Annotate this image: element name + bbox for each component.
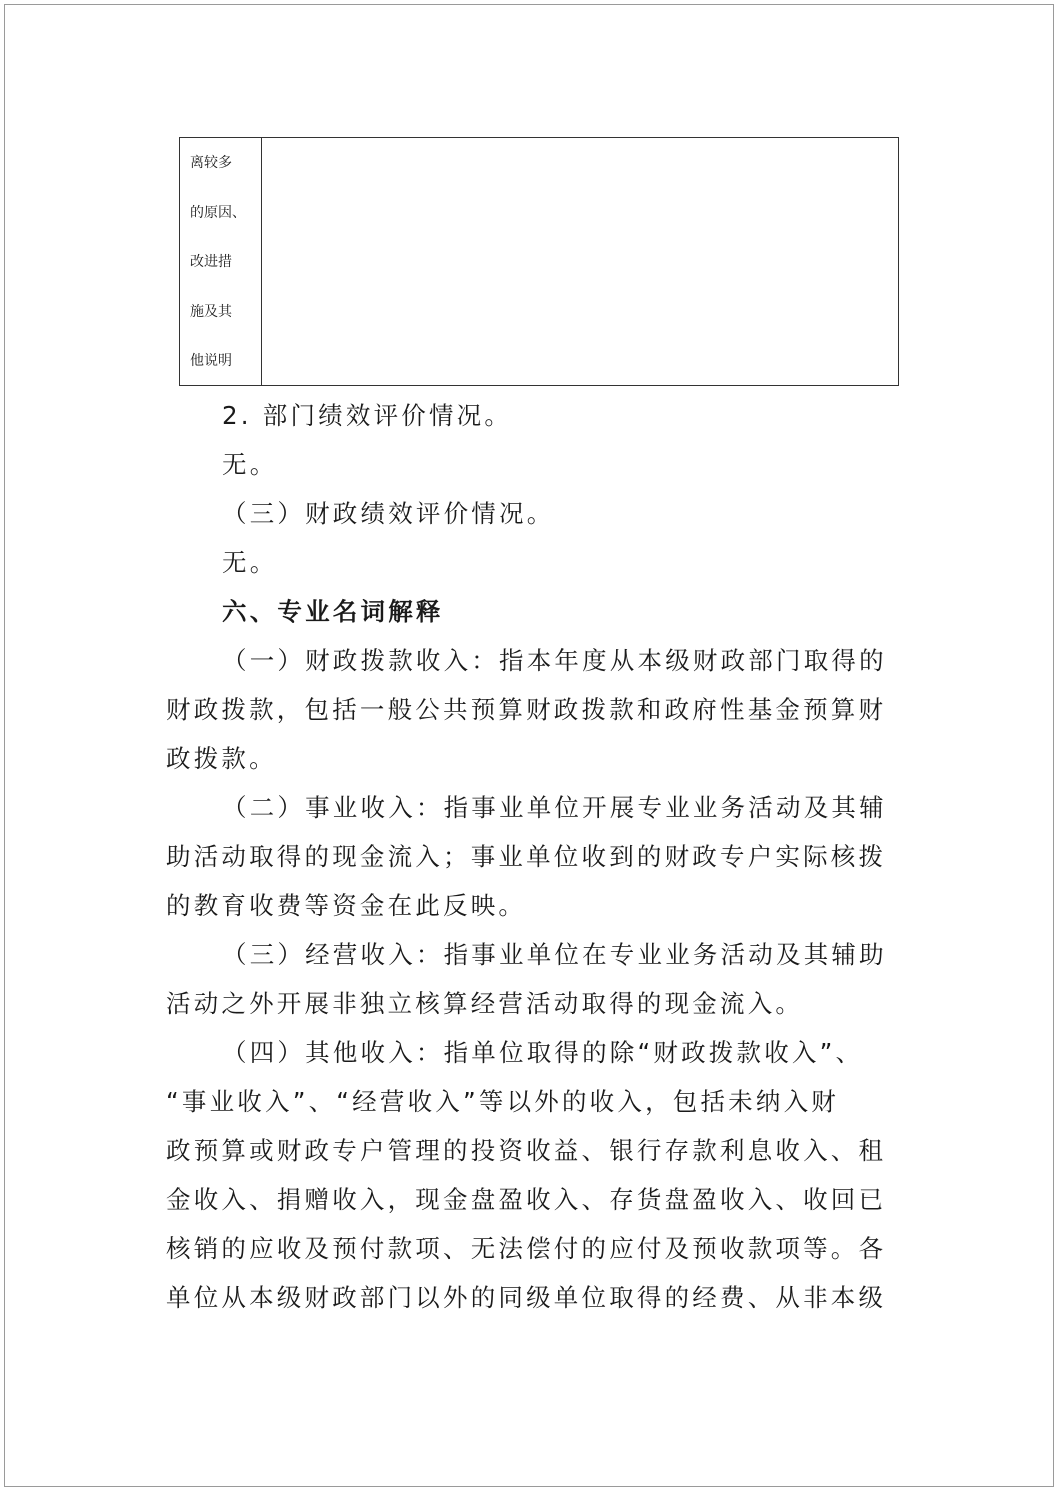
term-fiscal-appropriation: [166, 636, 896, 783]
paragraph-line: （三）经营收入：指事业单位在专业业务活动及其辅助: [222, 940, 887, 969]
dept-eval-heading: 2. 部门绩效评价情况。: [222, 401, 513, 430]
term-business-income: [166, 783, 896, 930]
label-line: 离较多: [190, 155, 232, 171]
dept-eval-none: 无。: [222, 450, 278, 479]
explanation-table: [179, 137, 899, 386]
paragraph-line: 政拨款。: [166, 744, 277, 773]
document-body: [166, 391, 896, 1322]
paragraph-line: “事业收入”、“经营收入”等以外的收入，包括未纳入财: [166, 1087, 839, 1116]
paragraph-line: 的教育收费等资金在此反映。: [166, 891, 527, 920]
table-value-cell: [262, 138, 898, 385]
label-line: 改进措: [190, 254, 232, 270]
paragraph-line: （二）事业收入：指事业单位开展专业业务活动及其辅: [222, 793, 887, 822]
paragraph-line: 财政拨款，包括一般公共预算财政拨款和政府性基金预算财: [166, 695, 887, 724]
paragraph-line: 单位从本级财政部门以外的同级单位取得的经费、从非本级: [166, 1283, 887, 1312]
paragraph-line: （一）财政拨款收入：指本年度从本级财政部门取得的: [222, 646, 887, 675]
fin-eval-heading: （三）财政绩效评价情况。: [222, 499, 555, 528]
fin-eval-none: 无。: [222, 548, 278, 577]
table-label-cell: [180, 138, 262, 385]
term-operating-income: [166, 930, 896, 1028]
paragraph-line: 政预算或财政专户管理的投资收益、银行存款利息收入、租: [166, 1136, 887, 1165]
label-line: 施及其: [190, 303, 232, 320]
label-line: 的原因、: [190, 204, 246, 221]
section-six-heading: 六、专业名词解释: [222, 597, 444, 626]
label-line: 他说明: [190, 353, 232, 369]
paragraph-line: 助活动取得的现金流入；事业单位收到的财政专户实际核拨: [166, 842, 887, 871]
paragraph-line: 金收入、捐赠收入，现金盘盈收入、存货盘盈收入、收回已: [166, 1185, 887, 1214]
term-other-income: [166, 1028, 896, 1322]
paragraph-line: （四）其他收入：指单位取得的除“财政拨款收入”、: [222, 1038, 864, 1067]
paragraph-line: 核销的应收及预付款项、无法偿付的应付及预收款项等。各: [166, 1234, 887, 1263]
paragraph-line: 活动之外开展非独立核算经营活动取得的现金流入。: [166, 989, 804, 1018]
